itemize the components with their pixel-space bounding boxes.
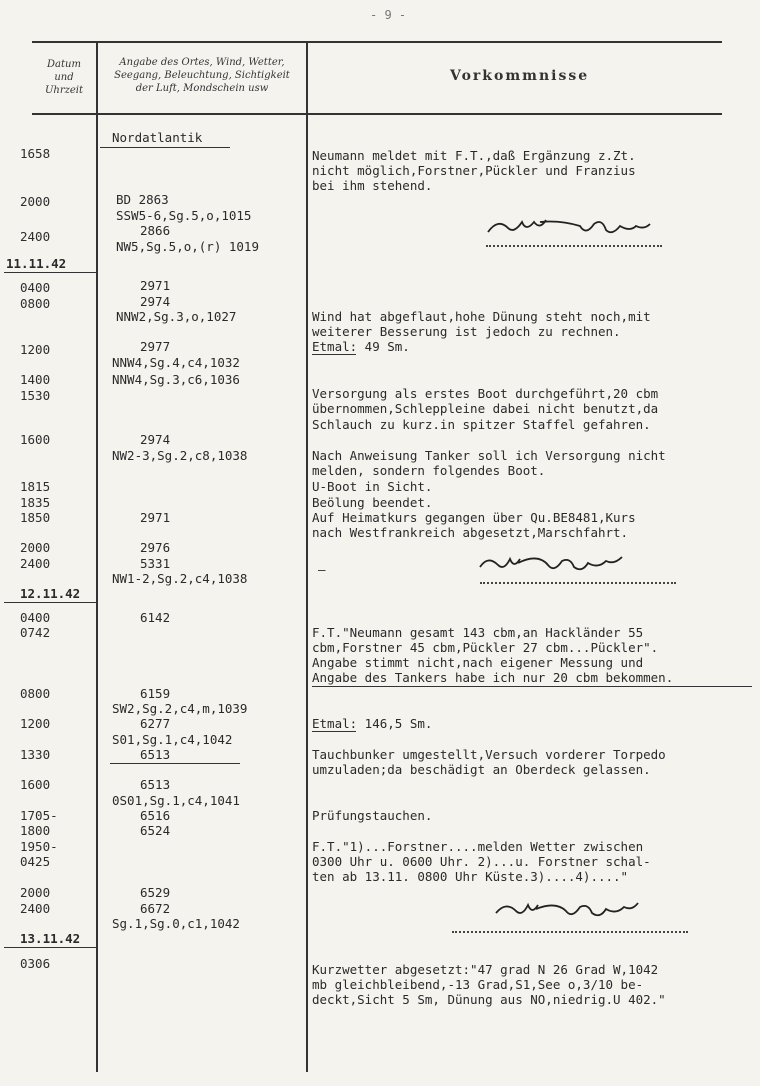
date-cell: 11.11.42 [6,256,67,271]
position-cell: NNW4,Sg.3,c6,1036 [112,372,240,387]
entry-line: melden, sondern folgendes Boot. [312,463,546,478]
entry-line: weiterer Besserung ist jedoch zu rechnen. [312,324,621,339]
entry-line: Versorgung als erstes Boot durchgeführt,20 cbm [312,386,659,401]
time-cell: 1705- [20,808,58,823]
time-cell: 1800 [20,823,51,838]
time-cell: 1950- [20,839,58,854]
position-cell: 2971 [140,278,171,293]
entry-line: F.T."Neumann gesamt 143 cbm,an Hackländer 55 [312,625,644,640]
time-cell: 0400 [20,610,51,625]
position-cell: 6529 [140,885,171,900]
position-cell: BD 2863 [116,192,169,207]
entry-line: Schlauch zu kurz.in spitzer Staffel gefahren. [312,417,651,432]
time-cell: 1330 [20,747,51,762]
entry-line: Beölung beendet. [312,495,433,510]
signature-dots [480,582,676,584]
position-cell: 6277 [140,716,171,731]
position-cell: Sg.1,Sg.0,c1,1042 [112,916,240,931]
page-number: - 9 - [370,8,407,22]
time-cell: 0425 [20,854,51,869]
entry-line: U-Boot in Sicht. [312,479,433,494]
date-cell: 12.11.42 [20,586,81,601]
time-cell: 1530 [20,388,51,403]
position-cell: 2974 [140,294,171,309]
region-underline [100,147,230,148]
time-cell: 0800 [20,296,51,311]
time-cell: 1600 [20,432,51,447]
time-cell: 1850 [20,510,51,525]
entry-line: Auf Heimatkurs gegangen über Qu.BE8481,Kurs [312,510,636,525]
time-cell: 2000 [20,194,51,209]
time-cell: 1200 [20,342,51,357]
position-cell: 6142 [140,610,171,625]
position-cell: NW2-3,Sg.2,c8,1038 [112,448,248,463]
dash-mark: – [318,562,326,577]
time-cell: 1815 [20,479,51,494]
etmal-underline [312,731,356,732]
entry-line: Tauchbunker umgestellt,Versuch vorderer Torpedo [312,747,666,762]
position-cell: NW1-2,Sg.2,c4,1038 [112,571,248,586]
position-cell: 6513 [140,777,171,792]
time-cell: 0306 [20,956,51,971]
entry-line: Etmal: 49 Sm. [312,339,410,354]
time-cell: 2000 [20,885,51,900]
date-cell: 13.11.42 [20,931,81,946]
entry-line: Etmal: 146,5 Sm. [312,716,433,731]
signature-3 [488,893,678,927]
position-cell: 6516 [140,808,171,823]
header-datum: Datum und Uhrzeit [44,59,84,96]
time-cell: 2400 [20,556,51,571]
position-cell: 2974 [140,432,171,447]
entry-line: Prüfungstauchen. [312,808,433,823]
position-cell: 2976 [140,540,171,555]
entry-line: nicht möglich,Forstner,Pückler und Franzius [312,163,636,178]
position-cell: 2866 [140,223,171,238]
time-cell: 2400 [20,901,51,916]
entry-line: Kurzwetter abgesetzt:"47 grad N 26 Grad W,1042 [312,962,659,977]
entry-line: Wind hat abgeflaut,hohe Dünung steht noch,mit [312,309,651,324]
entry-underline [312,686,752,687]
position-cell: 6513 [140,747,171,762]
signature-dots [486,245,662,247]
position-cell: 6672 [140,901,171,916]
header-vorkommnisse: Vorkommnisse [450,68,590,84]
position-underline [110,763,240,764]
time-cell: 1835 [20,495,51,510]
position-cell: 6159 [140,686,171,701]
time-cell: 1200 [20,716,51,731]
position-cell: NNW2,Sg.3,o,1027 [116,309,237,324]
region-label: Nordatlantik [112,130,203,145]
time-cell: 0400 [20,280,51,295]
position-cell: 0S01,Sg.1,c4,1041 [112,793,240,808]
entry-line: übernommen,Schleppleine dabei nicht benutzt,da [312,401,659,416]
position-cell: SW2,Sg.2,c4,m,1039 [112,701,248,716]
date-rule [4,272,96,273]
position-cell: 2977 [140,339,171,354]
date-rule [4,602,96,603]
signature-dots [452,931,688,933]
time-cell: 0800 [20,686,51,701]
time-cell: 1600 [20,777,51,792]
column-divider-2 [306,42,308,1072]
position-cell: SSW5-6,Sg.5,o,1015 [116,208,252,223]
position-cell: S01,Sg.1,c4,1042 [112,732,233,747]
time-cell: 0742 [20,625,51,640]
header-top-rule [32,41,722,43]
time-cell: 2400 [20,229,51,244]
entry-line: Neumann meldet mit F.T.,daß Ergänzung z.Zt. [312,148,636,163]
position-cell: NW5,Sg.5,o,(r) 1019 [116,239,259,254]
time-cell: 1658 [20,146,51,161]
position-cell: 2971 [140,510,171,525]
header-ort: Angabe des Ortes, Wind, Wetter, Seegang, Beleuchtung, Sichtigkeit der Luft, Mondschein usw [114,57,290,94]
time-cell: 2000 [20,540,51,555]
entry-line: deckt,Sicht 5 Sm, Dünung aus NO,niedrig.U 402." [312,992,666,1007]
entry-line: bei ihm stehend. [312,178,433,193]
entry-line: 0300 Uhr u. 0600 Uhr. 2)...u. Forstner schal- [312,854,651,869]
entry-line: cbm,Forstner 45 cbm,Pückler 27 cbm...Pückler". [312,640,659,655]
etmal-underline [312,354,356,355]
header-bottom-rule [32,113,722,115]
date-rule [4,947,96,948]
entry-line: Angabe des Tankers habe ich nur 20 cbm bekommen. [312,670,674,685]
position-cell: NNW4,Sg.4,c4,1032 [112,355,240,370]
entry-line: Angabe stimmt nicht,nach eigener Messung und [312,655,644,670]
time-cell: 1400 [20,372,51,387]
entry-line: ten ab 13.11. 0800 Uhr Küste.3)....4)...." [312,869,629,884]
position-cell: 5331 [140,556,171,571]
signature-2 [470,545,670,581]
position-cell: 6524 [140,823,171,838]
entry-line: F.T."1)...Forstner....melden Wetter zwischen [312,839,644,854]
entry-line: mb gleichbleibend,-13 Grad,S1,See o,3/10 be- [312,977,644,992]
entry-line: Nach Anweisung Tanker soll ich Versorgung nicht [312,448,666,463]
entry-line: umzuladen;da beschädigt an Oberdeck gelassen. [312,762,651,777]
column-divider-1 [96,42,98,1072]
signature-1 [480,208,670,248]
entry-line: nach Westfrankreich abgesetzt,Marschfahrt. [312,525,629,540]
